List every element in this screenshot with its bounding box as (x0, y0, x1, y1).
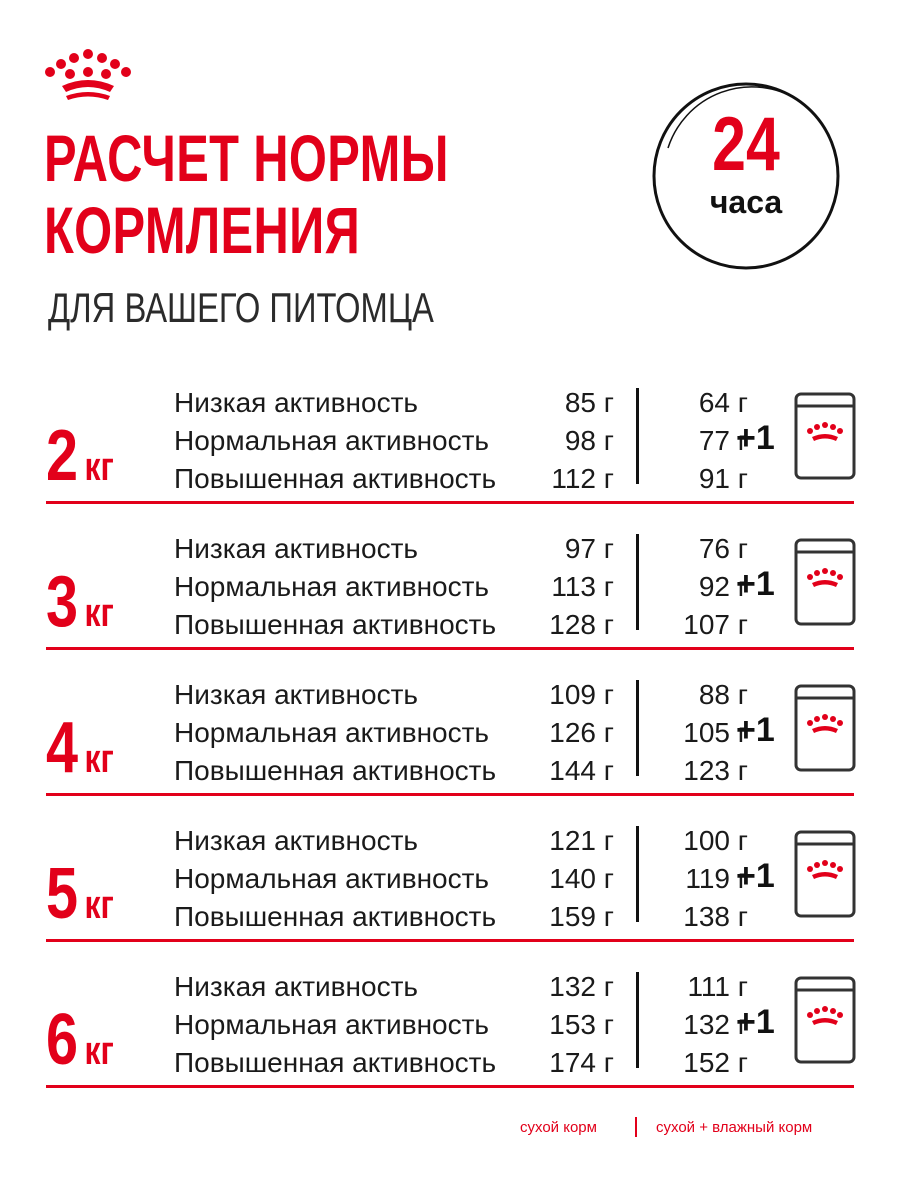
plus-one-label: +1 (736, 419, 775, 457)
weight-unit: кг (84, 445, 114, 489)
dry-food-amount: 85 г (564, 387, 614, 418)
mixed-food-amount: 77 г (698, 425, 748, 456)
crown-logo-icon (40, 44, 136, 104)
table-row (46, 460, 746, 498)
dry-food-amount: 126 г (549, 717, 614, 748)
mixed-food-amount: 138 г (683, 901, 748, 932)
block-separator (46, 501, 854, 504)
activity-label: Низкая активность (174, 387, 419, 418)
weight-unit: кг (84, 883, 114, 927)
mixed-food-amount: 105 г (683, 717, 748, 748)
table-row (46, 676, 746, 714)
table-row (46, 1006, 746, 1044)
block-separator (46, 793, 854, 796)
mixed-food-amount: 64 г (698, 387, 748, 418)
activity-label: Повышенная активность (174, 1047, 497, 1078)
table-row (46, 968, 746, 1006)
title-line-1: РАСЧЕТ НОРМЫ (44, 121, 449, 195)
plus-one-label: +1 (736, 711, 775, 749)
mixed-food-amount: 152 г (683, 1047, 748, 1078)
wet-food-pouch-icon (794, 684, 856, 772)
badge-number: 24 (712, 102, 780, 187)
mixed-food-amount: 107 г (683, 609, 748, 640)
block-separator (46, 1085, 854, 1088)
mixed-food-amount: 119 г (685, 863, 748, 894)
activity-label: Нормальная активность (174, 571, 490, 602)
dry-food-amount: 153 г (549, 1009, 614, 1040)
plus-one-label: +1 (736, 1003, 775, 1041)
table-row (46, 530, 746, 568)
column-divider (636, 826, 639, 922)
dry-food-amount: 109 г (549, 679, 614, 710)
page-subtitle: ДЛЯ ВАШЕГО ПИТОМЦА (48, 284, 434, 331)
weight-unit: кг (84, 1029, 114, 1073)
table-row (46, 822, 746, 860)
dry-food-amount: 159 г (549, 901, 614, 932)
column-divider (636, 680, 639, 776)
dry-food-amount: 140 г (549, 863, 614, 894)
weight-block (46, 816, 854, 942)
column-divider (636, 972, 639, 1068)
wet-food-pouch-icon (794, 976, 856, 1064)
dry-food-amount: 98 г (564, 425, 614, 456)
title-line-2: КОРМЛЕНИЯ (44, 193, 361, 267)
weight-block (46, 378, 854, 504)
column-divider (636, 534, 639, 630)
badge-unit: часа (709, 184, 783, 220)
plus-one-label: +1 (736, 565, 775, 603)
wet-food-pouch-icon (794, 830, 856, 918)
activity-label: Низкая активность (174, 971, 419, 1002)
wet-food-pouch-icon (794, 392, 856, 480)
mixed-food-amount: 100 г (683, 825, 748, 856)
weight-value: 2 (46, 416, 79, 496)
dry-food-amount: 128 г (549, 609, 614, 640)
activity-label: Повышенная активность (174, 463, 497, 494)
table-row (46, 752, 746, 790)
column-divider (636, 388, 639, 484)
dry-food-amount: 113 г (551, 571, 614, 602)
mixed-food-amount: 88 г (698, 679, 748, 710)
table-row (46, 568, 746, 606)
legend-mixed-food: сухой + влажный корм (656, 1119, 813, 1136)
weight-value: 3 (46, 562, 79, 642)
mixed-food-amount: 76 г (698, 533, 748, 564)
block-separator (46, 647, 854, 650)
activity-label: Повышенная активность (174, 609, 497, 640)
weight-value: 6 (46, 1000, 79, 1080)
wet-food-pouch-icon (794, 538, 856, 626)
activity-label: Низкая активность (174, 533, 419, 564)
table-row (46, 860, 746, 898)
activity-label: Низкая активность (174, 825, 419, 856)
weight-value: 4 (46, 708, 79, 788)
legend-dry-food: сухой корм (520, 1119, 597, 1136)
table-row (46, 898, 746, 936)
mixed-food-amount: 91 г (698, 463, 748, 494)
mixed-food-amount: 123 г (683, 755, 748, 786)
weight-value: 5 (46, 854, 79, 934)
dry-food-amount: 174 г (549, 1047, 614, 1078)
table-row (46, 384, 746, 422)
weight-block (46, 670, 854, 796)
activity-label: Низкая активность (174, 679, 419, 710)
dry-food-amount: 97 г (564, 533, 614, 564)
legend-divider (635, 1117, 637, 1137)
weight-unit: кг (84, 737, 114, 781)
dry-food-amount: 121 г (549, 825, 614, 856)
table-row (46, 422, 746, 460)
activity-label: Нормальная активность (174, 425, 490, 456)
block-separator (46, 939, 854, 942)
activity-label: Нормальная активность (174, 863, 490, 894)
mixed-food-amount: 132 г (683, 1009, 748, 1040)
table-row (46, 1044, 746, 1082)
weight-block (46, 962, 854, 1088)
activity-label: Повышенная активность (174, 755, 497, 786)
page-title (44, 122, 449, 266)
plus-one-label: +1 (736, 857, 775, 895)
table-row (46, 606, 746, 644)
mixed-food-amount: 111 г (687, 971, 748, 1002)
activity-label: Нормальная активность (174, 1009, 490, 1040)
mixed-food-amount: 92 г (698, 571, 748, 602)
dry-food-amount: 144 г (549, 755, 614, 786)
activity-label: Повышенная активность (174, 901, 497, 932)
table-row (46, 714, 746, 752)
dry-food-amount: 112 г (551, 463, 614, 494)
dry-food-amount: 132 г (549, 971, 614, 1002)
activity-label: Нормальная активность (174, 717, 490, 748)
weight-unit: кг (84, 591, 114, 635)
weight-block (46, 524, 854, 650)
